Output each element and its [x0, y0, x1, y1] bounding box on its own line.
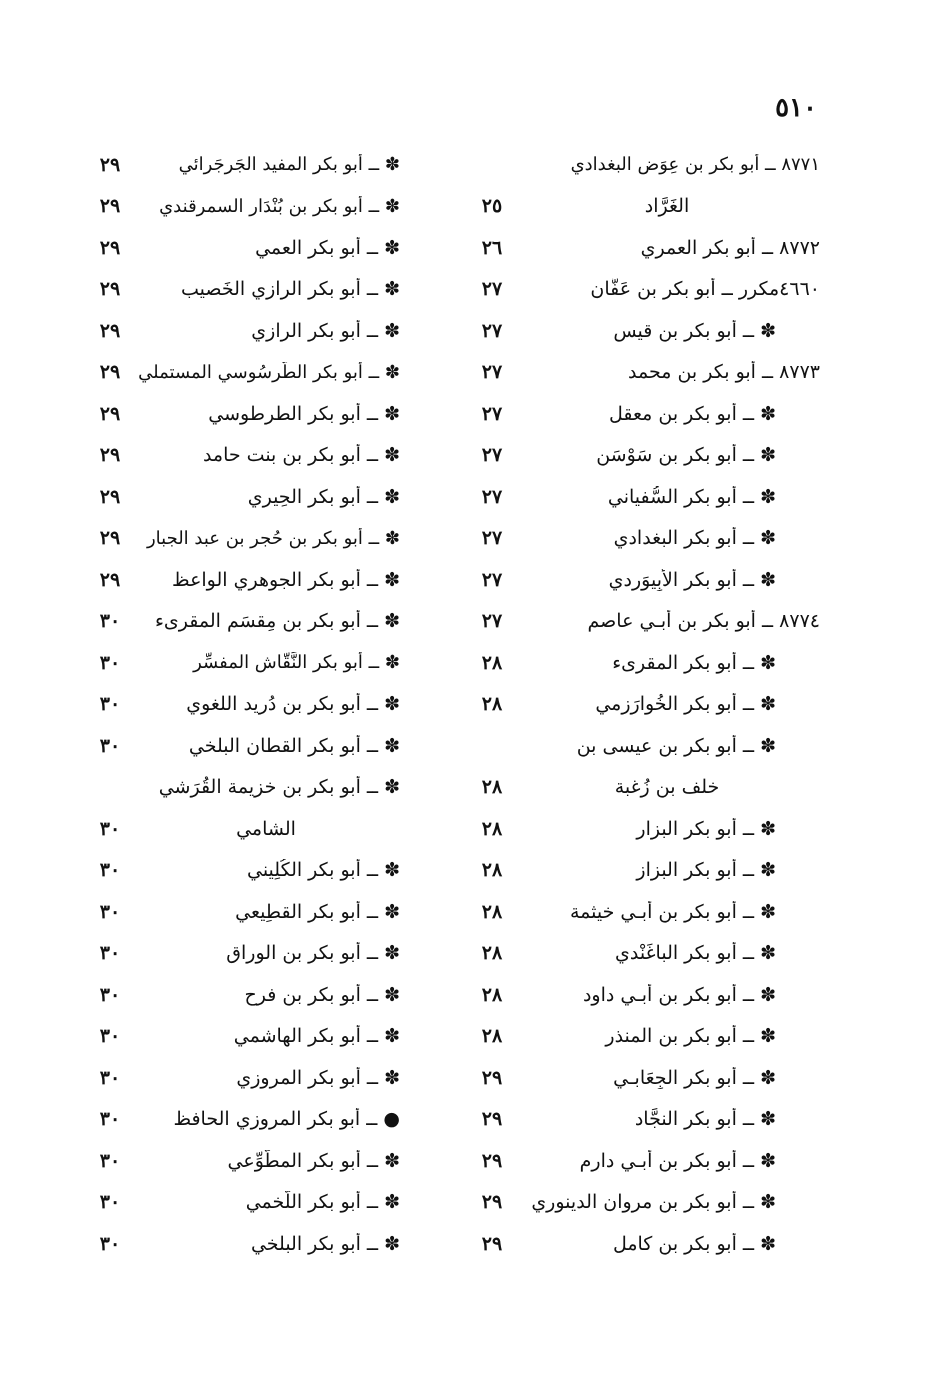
index-entry [88, 1182, 400, 1224]
entry-name: ✽ ــ أبو بكر بن الوراق [226, 942, 400, 965]
entry-name: ✽ ــ أبو بكر بن دُريد اللغوي [186, 693, 400, 716]
index-entry [88, 642, 400, 684]
entry-name: ✽ ــ أبو بكر النجَّاد [634, 1108, 776, 1131]
entry-name: ✽ ــ أبو بكر بن فرح [244, 983, 400, 1006]
entry-name: ✽ ــ أبو بكر الباغَنْدي [615, 942, 776, 965]
index-entry [88, 352, 400, 394]
entry-name: ✽ ــ أبو بكر العمي [255, 236, 400, 259]
entry-page-number: ٢٩ [481, 1232, 503, 1255]
entry-page-number: ٢٨ [481, 817, 503, 840]
entry-page-number: ٢٩ [99, 485, 121, 508]
entry-page-number: ٢٧ [481, 444, 503, 467]
entry-name: ✽ ــ أبو بكر بن أبـي دارِم [579, 1149, 776, 1172]
entry-page-number: ٢٧ [481, 278, 503, 301]
index-entry [470, 767, 820, 809]
index-entry [470, 684, 820, 726]
index-entry [470, 1099, 820, 1141]
entry-page-number: ٢٩ [99, 402, 121, 425]
index-entry [88, 559, 400, 601]
entry-name: ٨٧٧٤ ــ أبو بكر بن أبـي عاصم [587, 610, 820, 633]
entry-page-number: ٢٧ [481, 319, 503, 342]
entry-page-number: ٢٨ [481, 776, 503, 799]
entry-name: ✽ ــ أبو بكر المروزي [236, 1066, 400, 1089]
entry-page-number: ٢٧ [481, 485, 503, 508]
entry-page-number: ٣٠ [99, 1025, 121, 1048]
entry-name: ✽ ــ أبو بكر بن أبـي خيثمة [569, 900, 776, 923]
entry-page-number: ٣٠ [99, 1232, 121, 1255]
index-entry [88, 767, 400, 809]
entry-name: ٤٦٦٠مكرر ــ أبو بكر بن عَفَّان [590, 278, 820, 301]
index-entry [88, 808, 400, 850]
index-entry [470, 808, 820, 850]
entry-name: ✽ ــ أبو بكر الأَبِيوَردي [608, 568, 776, 591]
entry-name: ✽ ــ أبو بكر السُّفياني [607, 485, 776, 508]
entry-page-number: ٢٧ [481, 610, 503, 633]
index-entry [470, 891, 820, 933]
index-entry [88, 1223, 400, 1265]
index-entry [88, 144, 400, 186]
entry-name: ✽ ــ أبو بكر الرازي الخَصيب [181, 278, 400, 301]
entry-name: ✽ ــ أبو بكر المفيد الجَرجَرائي [178, 154, 400, 176]
index-entry [470, 227, 820, 269]
entry-page-number: ٢٥ [481, 195, 503, 218]
entry-page-number: ٢٧ [481, 361, 503, 384]
index-entry [88, 393, 400, 435]
entry-name: ✽ ــ أبو بكر الهاشمي [233, 1025, 400, 1048]
index-entry [88, 933, 400, 975]
entry-page-number: ٢٨ [481, 942, 503, 965]
entry-name: ✽ ــ أبو بكر القطان البلخي [188, 734, 400, 757]
entry-page-number: ٢٩ [481, 1066, 503, 1089]
index-entry [470, 1182, 820, 1224]
entry-page-number: ٢٨ [481, 859, 503, 882]
entry-page-number: ٢٨ [481, 693, 503, 716]
entry-page-number: ٣٠ [99, 1108, 121, 1131]
index-entry [470, 1223, 820, 1265]
entry-page-number: ٢٨ [481, 983, 503, 1006]
entry-name: ✽ ــ أبو بكر بن أبـي داود [582, 983, 776, 1006]
entry-page-number: ٢٧ [481, 402, 503, 425]
entry-page-number: ٣٠ [99, 900, 121, 923]
entry-name: ✽ ــ أبو بكر بن خزيمة القُرَشي [158, 776, 400, 799]
index-entry [88, 601, 400, 643]
entry-page-number: ٣٠ [99, 693, 121, 716]
index-entry [88, 684, 400, 726]
index-entry [470, 310, 820, 352]
entry-page-number: ٣٠ [99, 1191, 121, 1214]
index-entry [470, 974, 820, 1016]
entry-name: ✽ ــ أبو بكر الجِعَابـي [613, 1066, 776, 1089]
entry-name: خلف بن زُغبة [614, 776, 720, 799]
entry-page-number: ٢٩ [99, 361, 121, 384]
entry-name: ✽ ــ أبو بكر المطَّوِّعي [227, 1149, 400, 1172]
index-entry [88, 974, 400, 1016]
entry-name: الغَرَّاد [644, 195, 690, 218]
entry-page-number: ٢٩ [99, 195, 121, 218]
index-entry [470, 352, 820, 394]
entry-name: ✽ ــ أبو بكر البغدادي [613, 527, 776, 550]
entry-name: ● ــ أبو بكر المروزي الحافظ [173, 1108, 400, 1131]
entry-page-number: ٢٦ [481, 236, 503, 259]
entry-page-number: ٢٩ [99, 278, 121, 301]
entry-name: ✽ ــ أبو بكر اللَّخمي [245, 1191, 400, 1214]
entry-name: ✽ ــ أبو بكر بن معقل [609, 402, 776, 425]
index-entry [88, 227, 400, 269]
index-entry [88, 476, 400, 518]
index-entry [88, 725, 400, 767]
entry-name: ✽ ــ أبو بكر الرازي [251, 319, 400, 342]
index-entry [470, 1016, 820, 1058]
entry-page-number: ٢٩ [481, 1149, 503, 1172]
index-entry [88, 435, 400, 477]
entry-name: ✽ ــ أبو بكر الحِيري [247, 485, 400, 508]
entry-page-number: ٢٨ [481, 1025, 503, 1048]
entry-page-number: ٢٨ [481, 651, 503, 674]
entry-page-number: ٣٠ [99, 610, 121, 633]
index-entry [470, 559, 820, 601]
entry-name: ٨٧٧٣ ــ أبو بكر بن محمد [628, 361, 820, 384]
entry-page-number: ٣٠ [99, 734, 121, 757]
index-entry [88, 269, 400, 311]
entry-name: ✽ ــ أبو بكر بن عيسى بن [576, 734, 776, 757]
index-entry [470, 601, 820, 643]
entry-page-number: ٣٠ [99, 1066, 121, 1089]
entry-name: ✽ ــ أبو بكر المقرىء [612, 651, 776, 674]
entry-name: ✽ ــ أبو بكر الكُلِيني [246, 859, 400, 882]
entry-page-number: ٢٧ [481, 527, 503, 550]
entry-name: ✽ ــ أبو بكر الطرطوسي [208, 402, 400, 425]
entry-name: ✽ ــ أبو بكر بن حُجر بن عبد الجبار [146, 527, 400, 549]
entry-name: ✽ ــ أبو بكر بن كامل [612, 1232, 776, 1255]
index-entry [470, 518, 820, 560]
entry-page-number: ٢٩ [99, 527, 121, 550]
index-column-right [470, 144, 820, 1265]
index-entry [470, 933, 820, 975]
index-entry [88, 850, 400, 892]
entry-page-number: ٢٨ [481, 900, 503, 923]
entry-name: ✽ ــ أبو بكر بن مروان الدينوري [531, 1191, 776, 1214]
index-entry [470, 725, 820, 767]
entry-name: ٨٧٧٢ ــ أبو بكر العمري [640, 236, 820, 259]
entry-name: ✽ ــ أبو بكر بن المنذر [605, 1025, 776, 1048]
entry-name: ✽ ــ أبو بكر بن مِقسَم المقرىء [154, 610, 400, 633]
index-entry [88, 1057, 400, 1099]
index-entry [470, 144, 820, 186]
entry-name: ✽ ــ أبو بكر بن بنت حامد [202, 444, 400, 467]
entry-page-number: ٢٩ [99, 568, 121, 591]
entry-page-number: ٢٩ [99, 444, 121, 467]
entry-name: ✽ ــ أبو بكر الطَّرسُوسي المستملي [138, 361, 400, 383]
index-entry [470, 1140, 820, 1182]
entry-page-number: ٣٠ [99, 817, 121, 840]
entry-name: ✽ ــ أبو بكر البزار [636, 817, 776, 840]
entry-page-number: ٢٧ [481, 568, 503, 591]
entry-page-number: ٢٩ [99, 236, 121, 259]
entry-name: ✽ ــ أبو بكر الجوهري الواعظ [172, 568, 400, 591]
index-entry [470, 1057, 820, 1099]
index-entry [470, 476, 820, 518]
page-number: ٥١٠ [775, 93, 817, 123]
entry-page-number: ٢٩ [99, 153, 121, 176]
entry-name: ✽ ــ أبو بكر البلخي [250, 1232, 400, 1255]
entry-page-number: ٣٠ [99, 651, 121, 674]
index-entry [470, 186, 820, 228]
entry-page-number: ٣٠ [99, 1149, 121, 1172]
entry-page-number: ٣٠ [99, 983, 121, 1006]
index-entry [88, 518, 400, 560]
entry-name: ✽ ــ أبو بكر بن قيس [613, 319, 776, 342]
entry-page-number: ٢٩ [481, 1191, 503, 1214]
index-entry [470, 269, 820, 311]
index-entry [88, 1140, 400, 1182]
entry-name: ✽ ــ أبو بكر القطِيعي [235, 900, 400, 923]
index-entry [470, 435, 820, 477]
index-entry [470, 642, 820, 684]
entry-name: ✽ ــ أبو بكر الخُوارَزمي [595, 693, 776, 716]
index-entry [88, 1016, 400, 1058]
index-entry [470, 393, 820, 435]
index-entry [88, 186, 400, 228]
entry-name: ✽ ــ أبو بكر البزاز [636, 859, 776, 882]
index-entry [470, 850, 820, 892]
entry-name: ✽ ــ أبو بكر بن سَوْسَن [596, 444, 776, 467]
entry-name: ٨٧٧١ ــ أبو بكر بن عِوَض البغدادي [570, 154, 820, 176]
entry-page-number: ٣٠ [99, 859, 121, 882]
index-entry [88, 1099, 400, 1141]
entry-name: الشامي [236, 817, 296, 840]
entry-page-number: ٣٠ [99, 942, 121, 965]
index-entry [88, 891, 400, 933]
entry-name: ✽ ــ أبو بكر بن بُنْدَار السمرقندي [159, 195, 400, 217]
index-column-left [88, 144, 400, 1265]
entry-page-number: ٢٩ [99, 319, 121, 342]
entry-page-number: ٢٩ [481, 1108, 503, 1131]
entry-name: ✽ ــ أبو بكر النَّقَّاش المفسِّر [193, 652, 400, 674]
index-entry [88, 310, 400, 352]
